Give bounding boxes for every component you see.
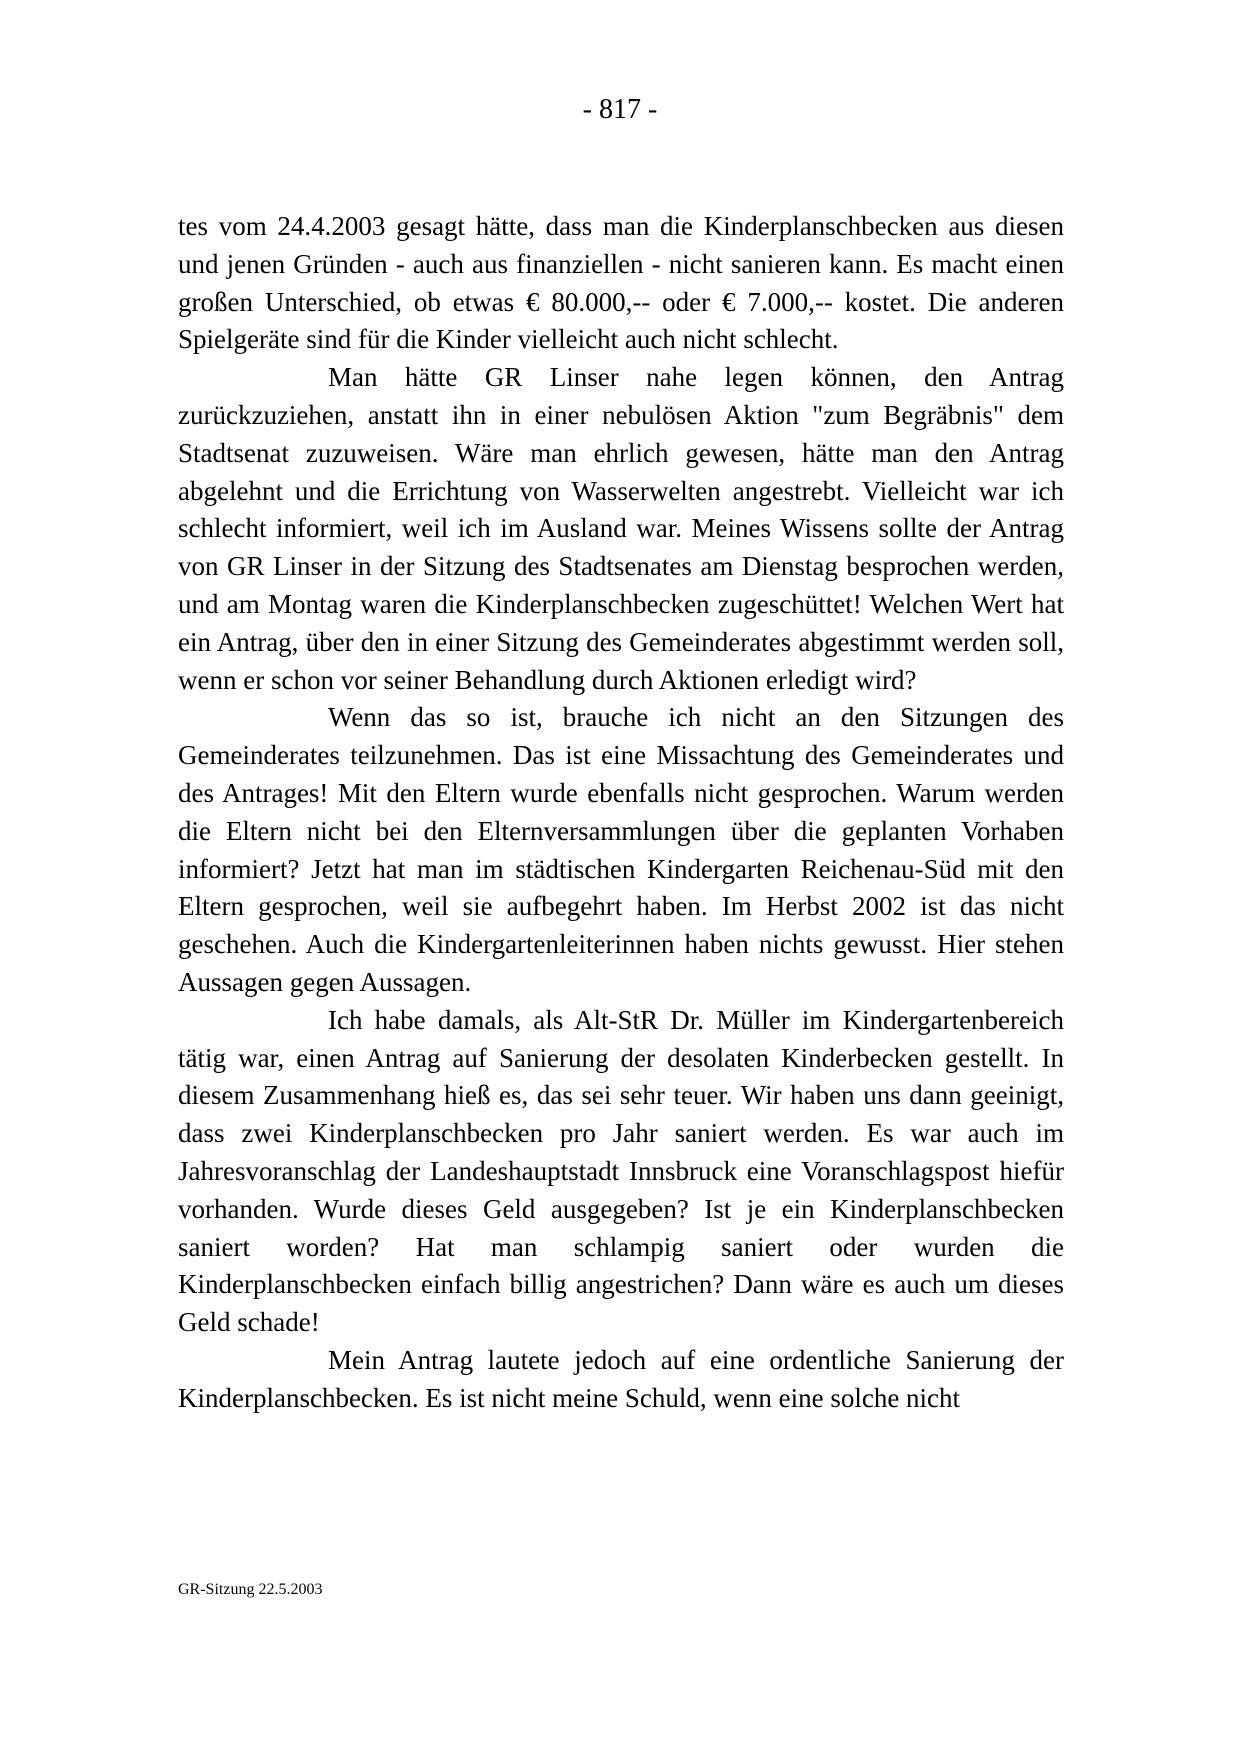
page-footer: GR-Sitzung 22.5.2003 — [178, 1581, 323, 1598]
paragraph: Man hätte GR Linser nahe legen können, den Antrag zurückzuziehen, anstatt ihn in einer nebulösen Aktion "zum Begräbnis" dem Stadtsenat zuzuweisen. Wäre man ehrlich gewesen, hätte man den Antrag abgelehnt und die Errichtung von Wasserwelten angestrebt. Vielleicht war ich schlecht informiert, weil ich im Ausland war. Meines Wissens sollte der Antrag von GR Linser in der Sitzung des Stadtsenates am Dienstag besprochen werden, und am Montag waren die Kinderplanschbecken zugeschüttet! Welchen Wert hat ein Antrag, über den in einer Sitzung des Gemeinderates abgestimmt werden soll, wenn er schon vor seiner Behandlung durch Aktionen erledigt wird? — [178, 362, 1064, 695]
page-number: - 817 - — [582, 94, 658, 125]
paragraph-continuation: tes vom 24.4.2003 gesagt hätte, dass man die Kinderplanschbecken aus diesen und jenen Gründen - auch aus finanziellen - nicht sanieren kann. Es macht einen großen Unterschied, ob etwas € 80.000,-- oder € 7.000,-- kostet. Die anderen Spielgeräte sind für die Kinder vielleicht auch nicht schlecht. — [178, 211, 1064, 355]
paragraph: Mein Antrag lautete jedoch auf eine ordentliche Sanierung der Kinderplanschbecken. Es ist nicht meine Schuld, wenn eine solche nicht — [178, 1344, 1064, 1413]
paragraph: Ich habe damals, als Alt-StR Dr. Müller im Kindergartenbereich tätig war, einen Antrag auf Sanierung der desolaten Kinderbecken gestellt. In diesem Zusammenhang hieß es, das sei sehr teuer. Wir haben uns dann geeinigt, dass zwei Kinderplanschbecken pro Jahr saniert werden. Es war auch im Jahresvoranschlag der Landeshauptstadt Innsbruck eine Voranschlagspost hiefür vorhanden. Wurde dieses Geld ausgegeben? Ist je ein Kinderplanschbecken saniert worden? Hat man schlampig saniert oder wurden die Kinderplanschbecken einfach billig angestrichen? Dann wäre es auch um dieses Geld schade! — [178, 1004, 1064, 1338]
document-body — [178, 208, 1064, 1418]
paragraph: Wenn das so ist, brauche ich nicht an den Sitzungen des Gemeinderates teilzunehmen. Das ist eine Missachtung des Gemeinderates und des Antrages! Mit den Eltern wurde ebenfalls nicht gesprochen. Warum werden die Eltern nicht bei den Elternversammlungen über die geplanten Vorhaben informiert? Jetzt hat man im städtischen Kindergarten Reichenau-Süd mit den Eltern gesprochen, weil sie aufbegehrt haben. Im Herbst 2002 ist das nicht geschehen. Auch die Kindergartenleiterinnen haben nichts gewusst. Hier stehen Aussagen gegen Aussagen. — [178, 702, 1064, 997]
